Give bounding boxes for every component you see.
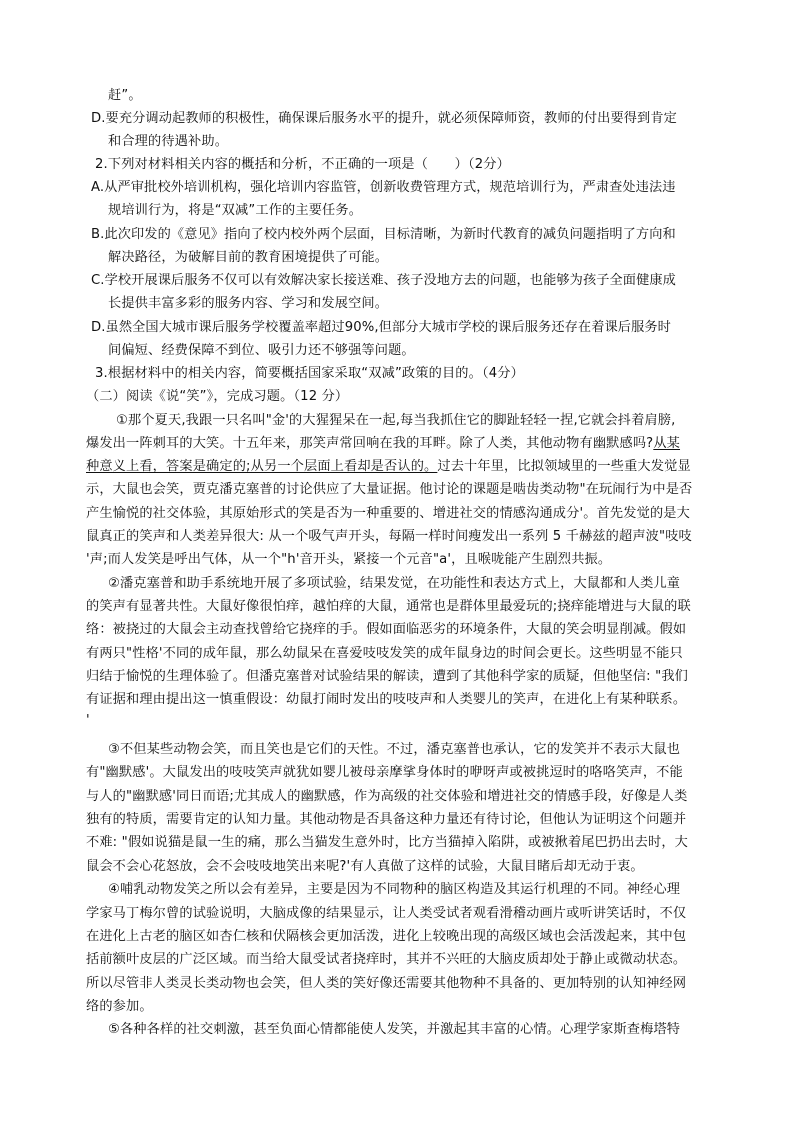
p3-line2: 有"幽默感'。大鼠发出的吱吱笑声就犹如婴儿被母亲摩挲身体时的咿呀声或被挑逗时的咯咯笑声，不能 <box>86 765 683 780</box>
p3-line4: 独有的特质，需要肯定的认知力量。其他动物是否具备这种力量还有待讨论，但他认为证明这个问题并 <box>86 812 687 827</box>
p2-line4: 有两只"性格'不同的成年鼠，那么幼鼠呆在喜爱吱吱发笑的成年鼠身边的时间会更长。这些明显不能只 <box>86 646 683 661</box>
p1-line6: 鼠真正的笑声和人类差异很大: 从一个吸气声开头，每隔一样时间瘦发出一系列 5 千赫兹的超声波"吱吱 <box>86 529 692 544</box>
p1-line5: 产生愉悦的社交体验，其原始形式的笑是否为一种重要的、增进社交的情感沟通成分'。首先发觉的是大 <box>86 506 690 521</box>
p4-line4: 括前额叶皮层的广泛区域。而当给大鼠受试者挠痒时，其并不兴旺的大脑皮质却处于静止或微动状态。 <box>86 952 687 967</box>
p2-line6: 有证据和理由提出这一慎重假设：幼鼠打闹时发出的吱吱声和人类婴儿的笑声，在进化上有某种联系。 <box>86 692 687 707</box>
p1-line2 <box>86 435 680 453</box>
p1-line1: ①那个夏天,我跟一只名叫"金'的大猩猩呆在一起,每当我抓住它的脚趾轻轻一捏,它就会抖着肩膀, <box>116 413 676 428</box>
p1-line4: 示，大鼠也会笑，贾克潘克塞普的讨论供应了大量证据。他讨论的课题是啮齿类动物"在玩闹行为中是否 <box>86 482 693 497</box>
q2-option-b-line2: 解决路径，为破解目前的教育困境提供了可能。 <box>108 250 389 265</box>
p1-underlined-sentence-end: 种意义上看，答案是确定的;从另一个层面上看却是否认的。 <box>86 459 438 474</box>
q1-option-c-end: 赶”。 <box>108 88 142 103</box>
p3-line6: 鼠会不会心花怒放，会不会吱吱地笑出来呢?'有人真做了这样的试验，大鼠目睹后却无动于衷。 <box>86 859 644 874</box>
q2-option-a-line1: A.从严审批校外培训机构，强化培训内容监管，创新收费管理方式，规范培训行为，严肃查处违法违 <box>91 180 676 195</box>
q2-option-c-line1: C.学校开展课后服务不仅可以有效解决家长接送难、孩子没地方去的问题，也能够为孩子全面健康成 <box>91 273 676 288</box>
p1-line2-text: 爆发出一阵刺耳的大笑。十五年来，那笑声常回响在我的耳畔。除了人类，其他动物有幽默感吗? <box>86 436 654 451</box>
q2-option-d-line1: D.虽然全国大城市课后服务学校覆盖率超过90%,但部分大城市学校的课后服务还存在着课后服务时 <box>91 320 671 335</box>
p2-line5: 归结于愉悦的生理体验了。但潘克塞普对试验结果的解读，遭到了其他科学家的质疑，但他坚信: "我们 <box>86 669 688 684</box>
q2-option-c-line2: 长提供丰富多彩的服务内容、学习和发展空间。 <box>108 296 389 311</box>
p2-line2: 的笑声有显著共性。大鼠好像很怕痒，越怕痒的大鼠，通常也是群体里最爱玩的;挠痒能增进与大鼠的联 <box>86 599 691 614</box>
p4-line6: 络的参加。 <box>86 999 153 1014</box>
q1-option-d-line1: D.要充分调动起教师的积极性，确保课后服务水平的提升，就必须保障师资，教师的付出要得到肯定 <box>91 111 677 126</box>
p3-line1: ③不但某些动物会笑，而且笑也是它们的天性。不过，潘克塞普也承认，它的发笑并不表示大鼠也 <box>108 742 681 757</box>
q2-option-b-line1: B.此次印发的《意见》指向了校内校外两个层面，目标清晰，为新时代教育的减负问题指明了方向和 <box>91 227 676 242</box>
q2-option-a-line2: 规培训行为，将是“双减”工作的主要任务。 <box>108 203 363 218</box>
section-2-heading: （二）阅读《说“笑”》，完成习题。（12 分） <box>86 389 349 404</box>
q2-option-d-line2: 间偏短、经费保障不到位、吸引力还不够强等问题。 <box>108 343 415 358</box>
p1-underlined-sentence-start: 从某 <box>653 436 681 451</box>
p4-line3: 在进化上古老的脑区如杏仁核和伏隔核会更加活泼，进化上较晚出现的高级区域也会活泼起来，其中包 <box>86 929 687 944</box>
p2-line7: ' <box>86 713 90 728</box>
p5-line1: ⑤各种各样的社交刺激，甚至负面心情都能使人发笑，并激起其丰富的心情。心理学家斯查梅塔特 <box>108 1022 681 1037</box>
p2-line3: 络：被挠过的大鼠会主动查找曾给它挠痒的手。假如面临恶劣的环境条件，大鼠的笑会明显削减。假如 <box>86 622 687 637</box>
p3-line5: 不难: "假如说猫是鼠一生的痛，那么当猫发生意外时，比方当猫掉入陷阱，或被揪着尾巴扔出去时，大 <box>86 835 688 850</box>
q1-option-d-line2: 和合理的待遇补助。 <box>108 134 229 149</box>
p2-line1: ②潘克塞普和助手系统地开展了多项试验，结果发觉，在功能性和表达方式上，大鼠都和人类儿童 <box>108 576 681 591</box>
p4-line1: ④哺乳动物发笑之所以会有差异，主要是因为不同物种的脑区构造及其运行机理的不同。神经心理 <box>108 882 681 897</box>
p4-line2: 学家马丁梅尔曾的试验说明，大脑成像的结果显示，让人类受试者观看滑稽动画片或听讲笑话时，不仅 <box>86 906 687 921</box>
p3-line3: 与人的"幽默感'同日而语;尤其成人的幽默感，作为高级的社交体验和增进社交的情感手段，好像是人类 <box>86 789 688 804</box>
p4-line5: 所以尽管非人类灵长类动物也会笑，但人类的笑好像还需要其他物种不具备的、更加特别的认知神经网 <box>86 976 687 991</box>
q3-stem: 3.根据材料中的相关内容，简要概括国家采取“双减”政策的目的。（4分） <box>95 366 524 381</box>
q2-stem: 2.下列对材料相关内容的概括和分析，不正确的一项是（ ）（2分） <box>95 157 510 172</box>
p1-line3-text: 过去十年里，比拟领域里的一些重大发觉显 <box>437 459 691 474</box>
p1-line7: '声;而人发笑是呼出气体，从一个"h'音开头，紧接一个元音"a'，且喉咙能产生剧烈共振。 <box>86 552 612 567</box>
p1-line3 <box>86 458 691 476</box>
